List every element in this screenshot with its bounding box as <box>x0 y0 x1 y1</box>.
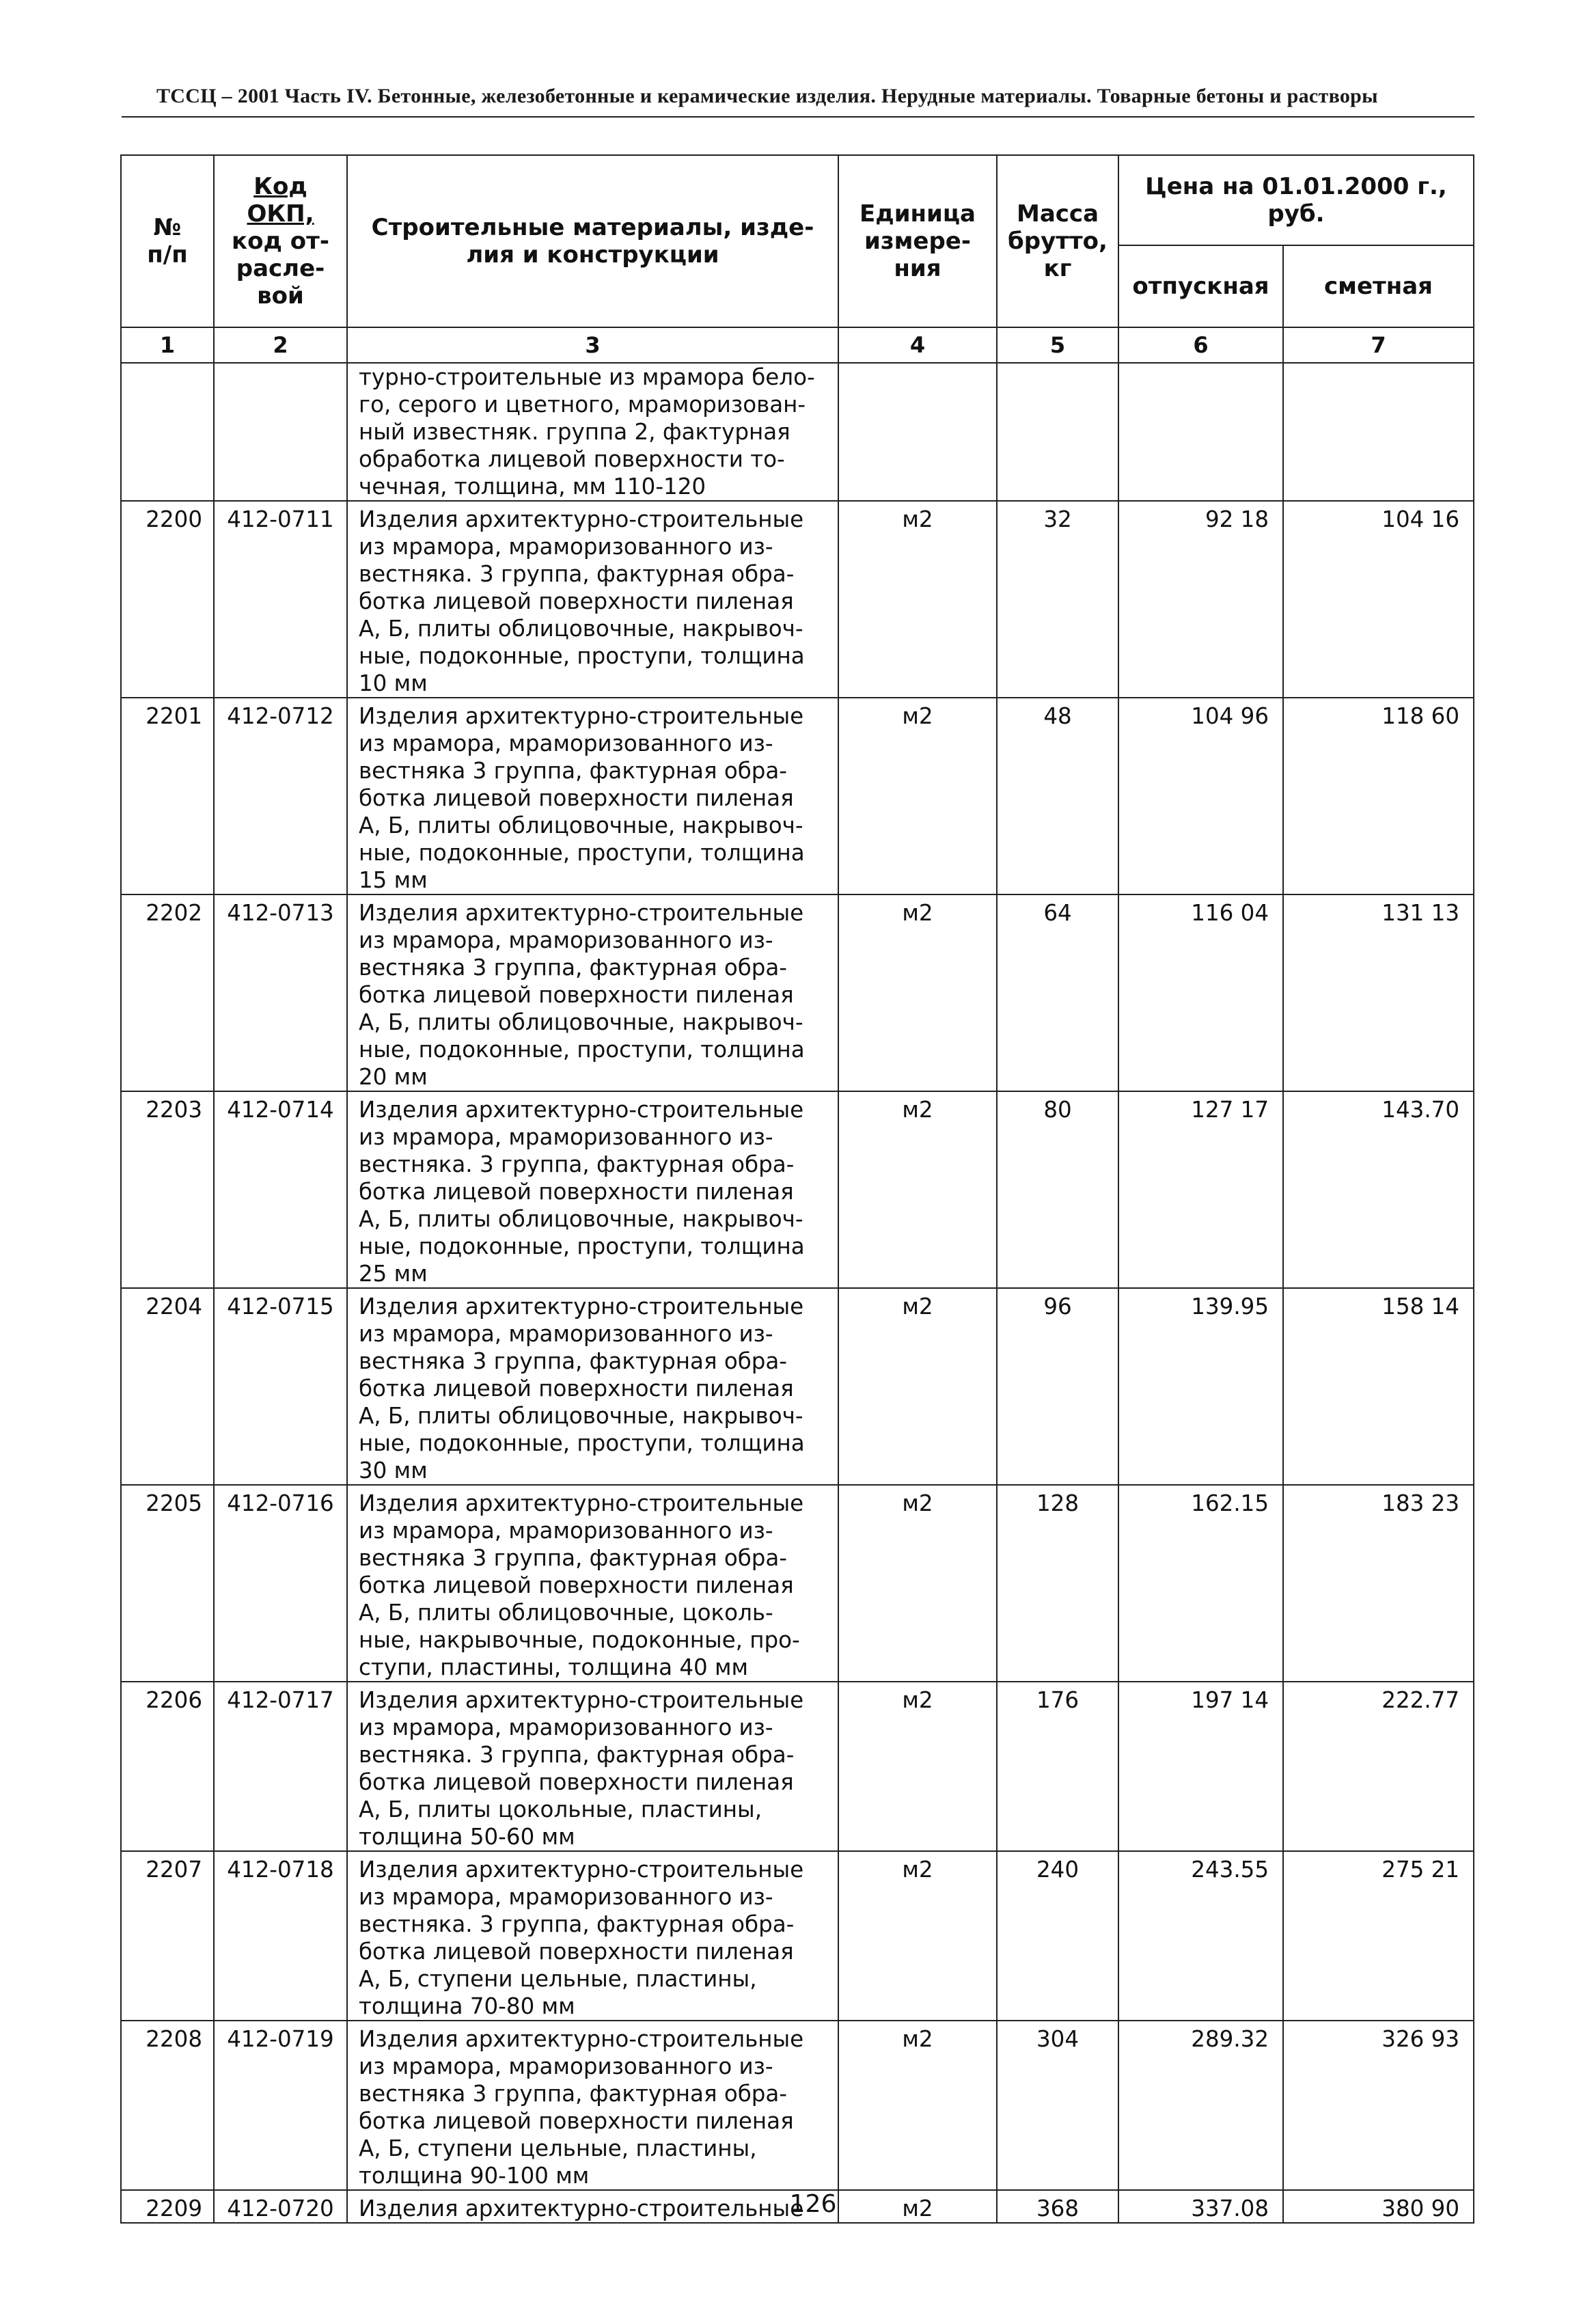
price-table <box>120 154 1474 2224</box>
estimate-price: 222.77 <box>1283 1682 1474 1851</box>
estimate-price: 158 14 <box>1283 1288 1474 1485</box>
item-description: Изделия архитектурно-строительные из мрамора, мраморизованного из- вестняка 3 группа, фактурная обра- ботка лицевой поверхности пиленая А, Б, плиты облицовочные, накрывоч- ные, подоконные, проступи, толщина 15 мм <box>347 698 838 894</box>
row-number: 2209 <box>121 2190 214 2223</box>
unit-of-measure: м2 <box>838 698 997 894</box>
row-number: 2201 <box>121 698 214 894</box>
header-release-price: отпускная <box>1118 245 1283 327</box>
item-description: Изделия архитектурно-строительные из мрамора, мраморизованного из- вестняка 3 группа, фактурная обра- ботка лицевой поверхности пиленая А, Б, плиты облицовочные, накрывоч- ные, подоконные, проступи, толщина 30 мм <box>347 1288 838 1485</box>
unit-of-measure: м2 <box>838 1091 997 1288</box>
header-unit: Единица измере- ния <box>838 155 997 327</box>
header-estimate-price: сметная <box>1283 245 1474 327</box>
header-rule <box>122 116 1474 118</box>
item-description: Изделия архитектурно-строительные из мрамора, мраморизованного из- вестняка. 3 группа, фактурная обра- ботка лицевой поверхности пиленая А, Б, плиты облицовочные, накрывоч- ные, подоконные, проступи, толщина 25 мм <box>347 1091 838 1288</box>
okp-code: 412-0713 <box>214 894 347 1091</box>
release-price: 162.15 <box>1118 1485 1283 1682</box>
table-row <box>121 1091 1474 1288</box>
gross-mass: 96 <box>997 1288 1118 1485</box>
row-number: 2208 <box>121 2021 214 2190</box>
gross-mass: 368 <box>997 2190 1118 2223</box>
gross-mass: 240 <box>997 1851 1118 2021</box>
gross-mass: 128 <box>997 1485 1118 1682</box>
page-number: 126 <box>789 2190 837 2218</box>
column-numbers-row: 1 2 3 4 5 6 7 <box>121 327 1474 363</box>
header-name: Строительные материалы, изде- лия и конструкции <box>347 155 838 327</box>
continuation-row <box>121 363 1474 501</box>
running-header: ТССЦ – 2001 Часть IV. Бетонные, железобетонные и керамические изделия. Нерудные материалы. Товарные бетоны и растворы <box>156 85 1378 107</box>
table-row <box>121 2021 1474 2190</box>
release-price: 337.08 <box>1118 2190 1283 2223</box>
okp-code: 412-0719 <box>214 2021 347 2190</box>
header-mass: Масса брутто, кг <box>997 155 1118 327</box>
release-price: 243.55 <box>1118 1851 1283 2021</box>
release-price: 289.32 <box>1118 2021 1283 2190</box>
item-description: Изделия архитектурно-строительные из мрамора, мраморизованного из- вестняка 3 группа, фактурная обра- ботка лицевой поверхности пиленая А, Б, ступени цельные, пластины, толщина 90-100 мм <box>347 2021 838 2190</box>
table-row <box>121 698 1474 894</box>
okp-code: 412-0718 <box>214 1851 347 2021</box>
estimate-price: 143.70 <box>1283 1091 1474 1288</box>
okp-code: 412-0714 <box>214 1091 347 1288</box>
table-row <box>121 894 1474 1091</box>
header-price: Цена на 01.01.2000 г., руб. <box>1118 155 1474 245</box>
table-row <box>121 501 1474 698</box>
unit-of-measure: м2 <box>838 1682 997 1851</box>
estimate-price: 380 90 <box>1283 2190 1474 2223</box>
estimate-price: 118 60 <box>1283 698 1474 894</box>
item-description: Изделия архитектурно-строительные из мрамора, мраморизованного из- вестняка. 3 группа, фактурная обра- ботка лицевой поверхности пиленая А, Б, ступени цельные, пластины, толщина 70-80 мм <box>347 1851 838 2021</box>
estimate-price: 131 13 <box>1283 894 1474 1091</box>
unit-of-measure: м2 <box>838 1851 997 2021</box>
row-number: 2200 <box>121 501 214 698</box>
estimate-price: 275 21 <box>1283 1851 1474 2021</box>
release-price: 116 04 <box>1118 894 1283 1091</box>
unit-of-measure: м2 <box>838 2190 997 2223</box>
continuation-text: турно-строительные из мрамора бело- го, серого и цветного, мраморизован- ный известняк. группа 2, фактурная обработка лицевой поверхности то- чечная, толщина, мм 110-120 <box>347 363 838 501</box>
gross-mass: 80 <box>997 1091 1118 1288</box>
row-number: 2203 <box>121 1091 214 1288</box>
header-code: Код ОКП, код от- расле- вой <box>214 155 347 327</box>
table-row <box>121 1682 1474 1851</box>
row-number: 2204 <box>121 1288 214 1485</box>
release-price: 104 96 <box>1118 698 1283 894</box>
unit-of-measure: м2 <box>838 1485 997 1682</box>
header-num: № п/п <box>121 155 214 327</box>
item-description: Изделия архитектурно-строительные из мрамора, мраморизованного из- вестняка. 3 группа, фактурная обра- ботка лицевой поверхности пиленая А, Б, плиты цокольные, пластины, толщина 50-60 мм <box>347 1682 838 1851</box>
gross-mass: 32 <box>997 501 1118 698</box>
item-description: Изделия архитектурно-строительные из мрамора, мраморизованного из- вестняка. 3 группа, фактурная обра- ботка лицевой поверхности пиленая А, Б, плиты облицовочные, накрывоч- ные, подоконные, проступи, толщина 10 мм <box>347 501 838 698</box>
estimate-price: 104 16 <box>1283 501 1474 698</box>
item-description: Изделия архитектурно-строительные из мрамора, мраморизованного из- вестняка 3 группа, фактурная обра- ботка лицевой поверхности пиленая А, Б, плиты облицовочные, цоколь- ные, накрывочные, подоконные, про- ступи, пластины, толщина 40 мм <box>347 1485 838 1682</box>
item-description: Изделия архитектурно-строительные из мрамора, мраморизованного из- вестняка 3 группа, фактурная обра- ботка лицевой поверхности пиленая А, Б, плиты облицовочные, накрывоч- ные, подоконные, проступи, толщина 20 мм <box>347 894 838 1091</box>
estimate-price: 183 23 <box>1283 1485 1474 1682</box>
release-price: 92 18 <box>1118 501 1283 698</box>
row-number: 2206 <box>121 1682 214 1851</box>
row-number: 2207 <box>121 1851 214 2021</box>
okp-code: 412-0712 <box>214 698 347 894</box>
table-row <box>121 1288 1474 1485</box>
release-price: 127 17 <box>1118 1091 1283 1288</box>
table-row <box>121 1851 1474 2021</box>
item-description: Изделия архитектурно-строительные <box>347 2190 838 2223</box>
unit-of-measure: м2 <box>838 501 997 698</box>
okp-code: 412-0717 <box>214 1682 347 1851</box>
release-price: 139.95 <box>1118 1288 1283 1485</box>
okp-code: 412-0720 <box>214 2190 347 2223</box>
unit-of-measure: м2 <box>838 1288 997 1485</box>
release-price: 197 14 <box>1118 1682 1283 1851</box>
row-number: 2202 <box>121 894 214 1091</box>
row-number: 2205 <box>121 1485 214 1682</box>
unit-of-measure: м2 <box>838 2021 997 2190</box>
gross-mass: 48 <box>997 698 1118 894</box>
gross-mass: 176 <box>997 1682 1118 1851</box>
okp-code: 412-0716 <box>214 1485 347 1682</box>
gross-mass: 304 <box>997 2021 1118 2190</box>
okp-code: 412-0715 <box>214 1288 347 1485</box>
table-row <box>121 1485 1474 1682</box>
okp-code: 412-0711 <box>214 501 347 698</box>
gross-mass: 64 <box>997 894 1118 1091</box>
estimate-price: 326 93 <box>1283 2021 1474 2190</box>
unit-of-measure: м2 <box>838 894 997 1091</box>
